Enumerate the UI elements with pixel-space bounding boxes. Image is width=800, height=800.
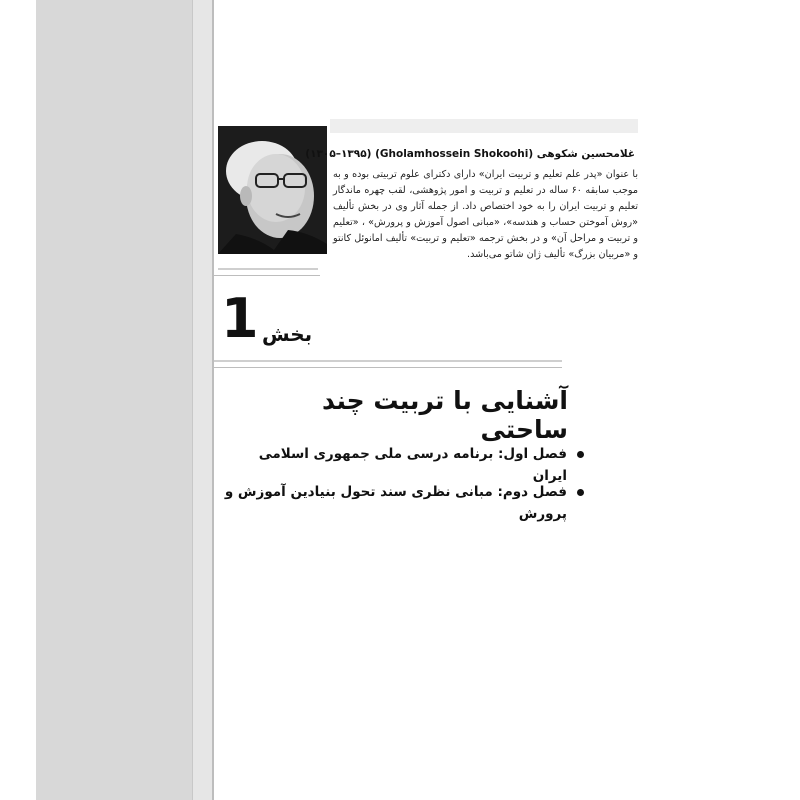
divider (214, 360, 562, 362)
side-band (36, 0, 192, 800)
portrait-photo (218, 126, 327, 254)
section-word: بخش (262, 322, 313, 346)
bullet-icon (577, 451, 584, 458)
bio-text: با عنوان «پدر علم تعلیم و تربیت ایران» دارای دکترای علوم تربیتی بوده و به موجب سابقه ۶۰ ساله در تعلیم و تربیت و امور پژوهشی، لقب چهره ماندگار تعلیم و تربیت ایران را به خود اختصاص داد. از جمله آثار وی در بخش تألیف «روش آموختن حساب و هندسه»، «مبانی اصول آموزش و پرورش» ، «تعلیم و تربیت و مراحل آن» و در بخش ترجمه «تعلیم و تربیت» تألیف امانوئل کانتو و «مربیان بزرگ» تألیف ژان شاتو می‌باشد. (333, 169, 638, 260)
divider (214, 275, 320, 276)
biography-box (218, 119, 638, 259)
list-item (222, 443, 584, 484)
bio-title: غلامحسین شکوهی (Gholamhossein Shokoohi) (۱۳۰۵–۱۳۹۵) (305, 148, 635, 160)
chapter-item-label: فصل دوم: مبانی نظری سند تحول بنیادین آموزش و پرورش (224, 484, 567, 522)
chapter-list (222, 443, 584, 522)
divider (214, 367, 562, 368)
portrait-image (218, 126, 327, 254)
bullet-icon (577, 489, 584, 496)
side-line (212, 0, 214, 800)
section-number: 1 (221, 287, 257, 350)
chapter-item-label: فصل اول: برنامه درسی ملی جمهوری اسلامی ایران (258, 446, 567, 484)
divider (218, 268, 318, 270)
chapter-title: آشنایی با تربیت چند ساحتی (322, 386, 568, 444)
list-item (222, 481, 584, 522)
bio-header-bar (330, 119, 638, 133)
page-margin (0, 0, 36, 800)
side-strip (192, 0, 213, 800)
